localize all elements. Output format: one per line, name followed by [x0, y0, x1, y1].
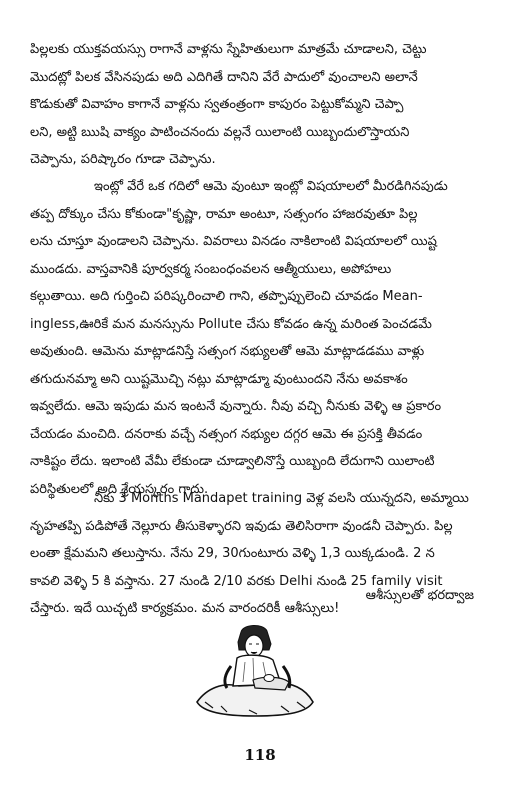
- closing-signature: ఆశీస్సులతో భరద్వాజ: [365, 588, 474, 603]
- paragraph-1: పిల్లలకు యుక్తవయస్సు రాగానే వాళ్లను స్నేహితులుగా మాత్రమే చూడాలని, చెట్టు మొదట్లో పిలక వేసినపుడు అది ఎదిగితే దానిని వేరే పాదులో వుంచాలని అలానే కొడుకుతో వివాహం కాగానే వాళ్లను స్వతంత్రంగా కాపురం పెట్టుకోమ్మని చెప్పా లని, అట్టి ఋషి వాక్యం పాటించనందు వల్లనే యిలాంటి యిబ్బందులొస్తాయని చెప్పాను, పరిష్కారం గూడా చెప్పాను.: [30, 42, 427, 167]
- page-number: 118: [244, 746, 276, 764]
- paragraph-2: ఇంట్లో వేరే ఒక గదిలో ఆమె వుంటూ ఇంట్లో విషయాలలో మీరడిగినపుడు తప్ప దోక్కుం చేసు కోకుండా"కృష్ణా, రామా అంటూ, సత్సంగం హాజరవుతూ పిల్ల లను చూస్తూ వుండాలని చెప్పాను. వివరాలు వినడం నాకిలాంటి విషయాలలో యిష్ట ముండదు. వాస్తవానికి పూర్వకర్మ సంబంధంవలన ఆత్మీయులు, అపోహలు కల్గుతాయి. అది గుర్తించి పరిష్కరించాలి గాని, తప్పొప్పులెంచి చూవడం Mean- ingless,ఊరికే మన మనస్సును Pollute చేసు కోవడం ఉన్న మరింత పెంచడమే అవుతుంది. ఆమెను మాట్లాడనిస్తే సత్సంగ నభ్యులతో ఆమె మాట్లాడడము వాళ్లు తగుదునమ్మా అని యిష్టమొచ్చి నట్లు మాట్లాడ్మూ వుంటుందని నేను అవకాశం ఇవ్వలేదు. ఆమె ఇపుడు మన ఇంటనే వున్నారు. నీవు వచ్చి నీనుకు వెళ్ళి ఆ ప్రకారం చేయడం మంచిది. దనరాకు వచ్చే నత్సంగ నభ్యుల దగ్గర ఆమె ఈ ప్రసక్తి తీవడం నాకిష్టం లేదు. ఇలాంటి వేమీ లేకుండా చూడ్వాలినొస్తే యిబ్బంది లేదుగాని యిలాంటి పరిస్థితులలో అది శ్రేయస్కరం గాదు.: [30, 179, 448, 497]
- sai-baba-seated-portrait-icon: [193, 622, 317, 718]
- paragraph-3: నీకు 3 Months Mandapet training వెళ్ల వలసి యున్నదని, అమ్మాయి నృహతప్పి పడిపోతే నెల్లూరు తీసుకెళ్ళారని ఇవుడు తెలిసిరాగా వుండనీ చెప్పారు. పిల్ల లంతా క్షేమమని తలుస్తాను. నేను 29, 30గుంటూరు వెళ్ళి 1,3 యిక్కడుండి. 2 న కావలి వెళ్ళి 5 కి వస్తాను. 27 నుండి 2/10 వరకు Delhi నుండి 25 family visit చేస్తారు. ఇదే యిచ్చటి కార్యక్రమం. మన వారందరికీ ఆశీస్సులు!: [30, 491, 469, 616]
